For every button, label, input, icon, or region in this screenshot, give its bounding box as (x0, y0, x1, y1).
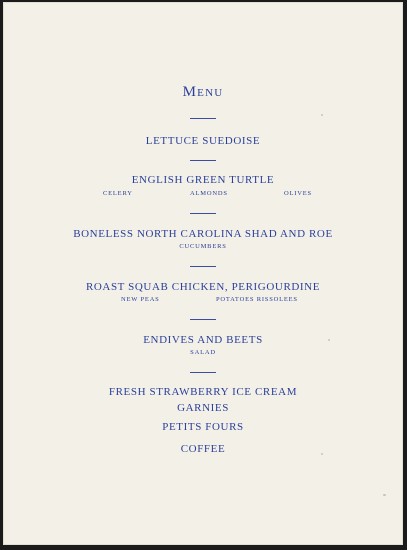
side-potatoes-rissolees: POTATOES RISSOLEES (216, 296, 298, 303)
divider-rule (190, 319, 216, 320)
paper-speck (328, 339, 330, 341)
course-lettuce-suedoise: LETTUCE SUEDOISE (145, 135, 261, 147)
divider-rule (190, 160, 216, 161)
side-almonds: ALMONDS (190, 190, 228, 197)
divider-rule (190, 213, 216, 214)
divider-rule (190, 118, 216, 119)
course-strawberry-ice-cream: FRESH STRAWBERRY ICE CREAM (108, 386, 298, 398)
course-shad-and-roe: BONELESS NORTH CAROLINA SHAD AND ROE (73, 228, 333, 240)
side-salad: SALAD (190, 349, 216, 356)
side-cucumbers: CUCUMBERS (179, 243, 227, 250)
menu-card (3, 2, 403, 545)
course-garnies: GARNIES (177, 402, 229, 414)
course-petits-fours: PETITS FOURS (162, 421, 244, 433)
paper-speck (321, 453, 323, 455)
divider-rule (190, 266, 216, 267)
menu-title: Menu (182, 84, 224, 100)
divider-rule (190, 372, 216, 373)
course-squab-chicken: ROAST SQUAB CHICKEN, PERIGOURDINE (85, 281, 321, 293)
course-green-turtle: ENGLISH GREEN TURTLE (131, 174, 275, 186)
side-celery: CELERY (103, 190, 133, 197)
course-coffee: COFFEE (180, 443, 226, 455)
paper-speck (321, 114, 323, 116)
paper-speck (383, 494, 386, 496)
course-endives-and-beets: ENDIVES AND BEETS (143, 334, 263, 346)
side-olives: OLIVES (284, 190, 312, 197)
side-new-peas: NEW PEAS (121, 296, 160, 303)
